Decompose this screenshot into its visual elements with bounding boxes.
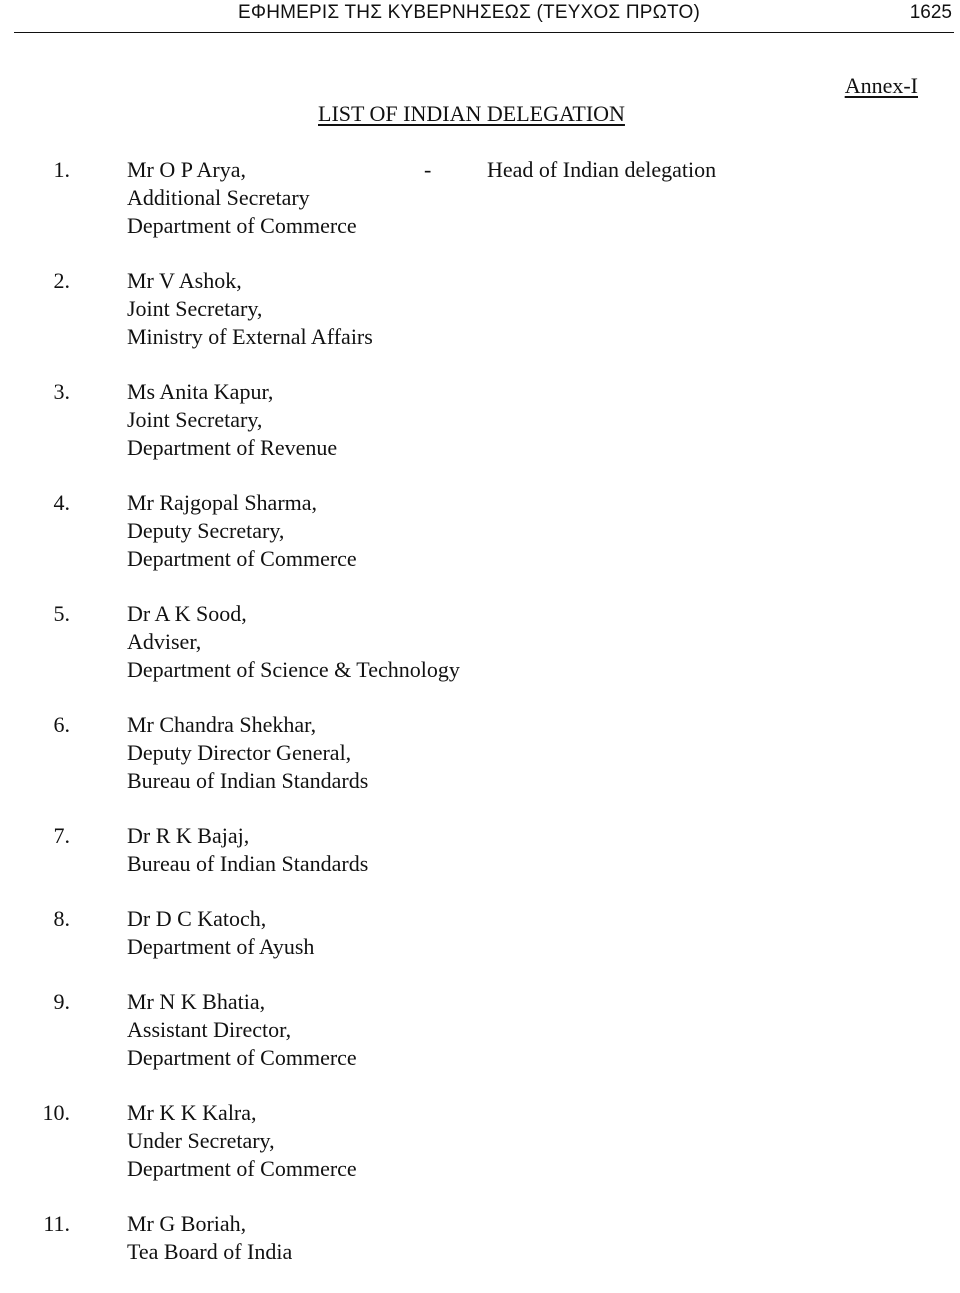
entry-number: 7.	[53, 823, 70, 848]
entry-number: 5.	[53, 601, 70, 626]
entry-details	[127, 1099, 357, 1183]
member-name: Mr O P Arya,	[127, 157, 246, 182]
delegation-list	[0, 156, 960, 1293]
annex-label: Annex-I	[844, 73, 918, 98]
member-designation: Department of Ayush	[127, 934, 315, 959]
delegation-entry	[0, 1210, 960, 1266]
member-designation: Department of Commerce	[127, 546, 357, 571]
member-designation: Assistant Director,	[127, 1017, 292, 1042]
delegation-entry	[0, 489, 960, 573]
entry-details	[127, 711, 368, 795]
member-name: Mr G Boriah,	[127, 1211, 247, 1236]
member-designation: Additional Secretary	[127, 185, 310, 210]
member-designation: Deputy Director General,	[127, 740, 352, 765]
entry-number: 4.	[53, 490, 70, 515]
member-name: Mr K K Kalra,	[127, 1100, 257, 1125]
member-name: Dr R K Bajaj,	[127, 823, 250, 848]
member-designation: Department of Science & Technology	[127, 657, 460, 682]
entry-number: 2.	[53, 268, 70, 293]
member-designation: Deputy Secretary,	[127, 518, 285, 543]
running-header	[14, 0, 954, 33]
entry-details	[127, 988, 357, 1072]
delegation-entry	[0, 156, 960, 240]
member-designation: Adviser,	[127, 629, 202, 654]
entry-details	[127, 822, 368, 878]
member-designation: Department of Revenue	[127, 435, 338, 460]
member-designation: Tea Board of India	[127, 1239, 293, 1264]
gazette-title: ΕΦΗΜΕΡΙΣ ΤΗΣ ΚΥΒΕΡΝΗΣΕΩΣ (ΤΕΥΧΟΣ ΠΡΩΤΟ)	[238, 2, 701, 23]
entry-details	[127, 905, 314, 961]
delegation-entry	[0, 1099, 960, 1183]
entry-details	[127, 156, 357, 240]
member-designation: Joint Secretary,	[127, 407, 263, 432]
member-name: Dr D C Katoch,	[127, 906, 267, 931]
role-dash: -	[424, 157, 432, 182]
entry-number: 8.	[53, 906, 70, 931]
member-name: Mr V Ashok,	[127, 268, 242, 293]
entry-details	[127, 1210, 292, 1266]
entry-number: 1.	[53, 157, 70, 182]
entry-number: 11.	[43, 1211, 70, 1236]
delegation-entry	[0, 267, 960, 351]
delegation-entry	[0, 600, 960, 684]
delegation-entry	[0, 822, 960, 878]
entry-details	[127, 267, 373, 351]
member-name: Dr A K Sood,	[127, 601, 247, 626]
member-name: Mr Rajgopal Sharma,	[127, 490, 318, 515]
member-name: Mr Chandra Shekhar,	[127, 712, 317, 737]
member-designation: Bureau of Indian Standards	[127, 851, 369, 876]
member-designation: Bureau of Indian Standards	[127, 768, 369, 793]
delegation-entry	[0, 711, 960, 795]
entry-details	[127, 600, 460, 684]
entry-number: 6.	[53, 712, 70, 737]
entry-number: 10.	[42, 1100, 70, 1125]
document-title: LIST OF INDIAN DELEGATION	[318, 101, 625, 126]
member-designation: Ministry of External Affairs	[127, 324, 373, 349]
member-name: Mr N K Bhatia,	[127, 989, 266, 1014]
delegation-entry	[0, 988, 960, 1072]
delegation-entry	[0, 905, 960, 961]
entry-details	[127, 378, 337, 462]
member-name: Ms Anita Kapur,	[127, 379, 274, 404]
page-number: 1625	[909, 2, 952, 23]
member-role: Head of Indian delegation	[487, 157, 717, 182]
member-designation: Under Secretary,	[127, 1128, 275, 1153]
member-designation: Department of Commerce	[127, 213, 357, 238]
member-designation: Department of Commerce	[127, 1156, 357, 1181]
entry-number: 9.	[53, 989, 70, 1014]
member-designation: Joint Secretary,	[127, 296, 263, 321]
member-designation: Department of Commerce	[127, 1045, 357, 1070]
delegation-entry	[0, 378, 960, 462]
entry-number: 3.	[53, 379, 70, 404]
entry-details	[127, 489, 357, 573]
